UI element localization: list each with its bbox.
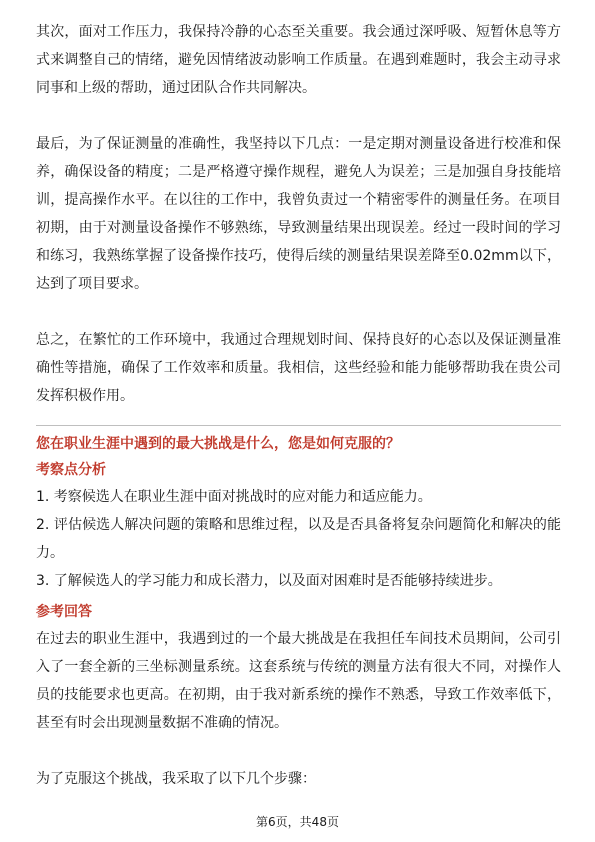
page-number: 第6页，共48页	[256, 815, 339, 829]
answer-heading: 参考回答	[36, 604, 92, 620]
page-content	[36, 18, 561, 793]
paragraph-gap	[36, 102, 561, 130]
analysis-item: 3. 了解候选人的学习能力和成长潜力，以及面对困难时是否能够持续进步。	[36, 573, 502, 589]
section-divider	[36, 425, 561, 426]
answer-paragraph: 在过去的职业生涯中，我遇到过的一个最大挑战是在我担任车间技术员期间，公司引入了一套全新的三坐标测量系统。这套系统与传统的测量方法有很大不同，对操作人员的技能要求也更高。在初期，由于我对新系统的操作不熟悉，导致工作效率低下，甚至有时会出现测量数据不准确的情况。	[36, 631, 561, 731]
analysis-heading: 考察点分析	[36, 462, 106, 478]
answer-paragraph: 为了克服这个挑战，我采取了以下几个步骤：	[36, 771, 316, 787]
analysis-item: 2. 评估候选人解决问题的策略和思维过程，以及是否具备将复杂问题简化和解决的能力。	[36, 517, 561, 561]
body-paragraph: 其次，面对工作压力，我保持冷静的心态至关重要。我会通过深呼吸、短暂休息等方式来调整自己的情绪，避免因情绪波动影响工作质量。在遇到难题时，我会主动寻求同事和上级的帮助，通过团队合作共同解决。	[36, 24, 561, 96]
analysis-item: 1. 考察候选人在职业生涯中面对挑战时的应对能力和适应能力。	[36, 489, 432, 505]
paragraph-gap	[36, 737, 561, 765]
body-paragraph: 总之，在繁忙的工作环境中，我通过合理规划时间、保持良好的心态以及保证测量准确性等措施，确保了工作效率和质量。我相信，这些经验和能力能够帮助我在贵公司发挥积极作用。	[36, 332, 561, 404]
body-paragraph: 最后，为了保证测量的准确性，我坚持以下几点：一是定期对测量设备进行校准和保养，确保设备的精度；二是严格遵守操作规程，避免人为误差；三是加强自身技能培训，提高操作水平。在以往的工作中，我曾负责过一个精密零件的测量任务。在项目初期，由于对测量设备操作不够熟练，导致测量结果出现误差。经过一段时间的学习和练习，我熟练掌握了设备操作技巧，使得后续的测量结果误差降至0.02mm以下，达到了项目要求。	[36, 136, 561, 292]
interview-question: 您在职业生涯中遇到的最大挑战是什么，您是如何克服的？	[36, 436, 400, 452]
paragraph-gap	[36, 298, 561, 326]
